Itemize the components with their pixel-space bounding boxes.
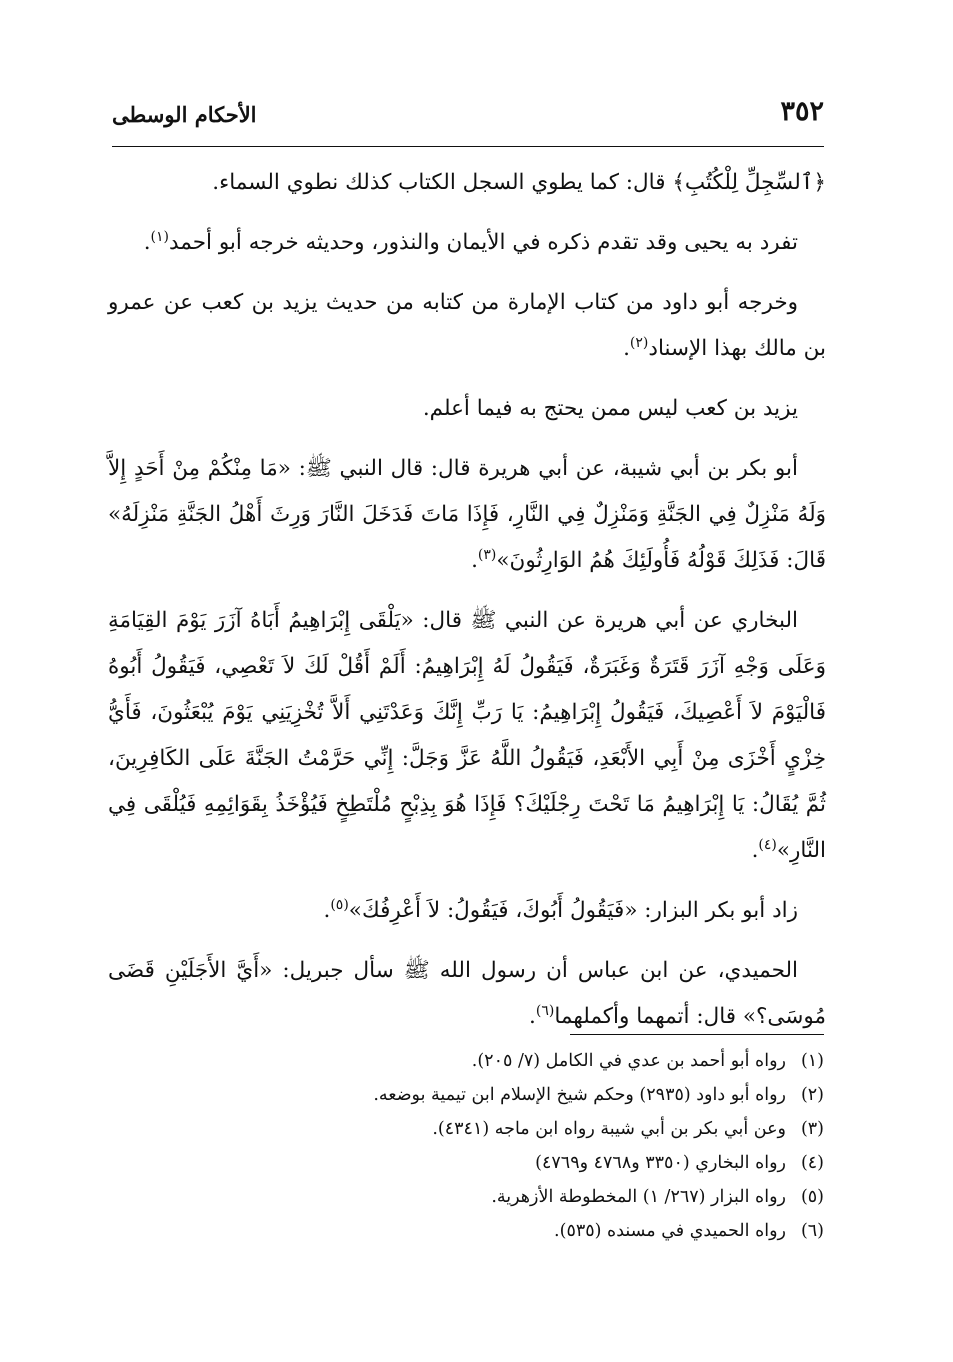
paragraph-text: تفرد به يحيى وقد تقدم ذكره في الأيمان والنذور، وحديثه خرجه أبو أحمد	[169, 230, 798, 255]
page-number: ٣٥٢	[780, 96, 824, 127]
footnote-item	[112, 1078, 824, 1112]
footnote-ref[interactable]: (٣)	[477, 546, 497, 563]
footnote-rule	[570, 1034, 824, 1035]
footnote-ref[interactable]: (٢)	[629, 334, 649, 351]
paragraph-tail: .	[323, 898, 331, 923]
footnote-text: رواه أبو داود (٢٩٣٥) وحكم شيخ الإسلام ابن تيمية بوضعه.	[373, 1085, 786, 1105]
footnotes	[112, 1044, 824, 1248]
paragraph-tail: .	[471, 548, 478, 573]
paragraph-7	[108, 888, 826, 934]
paragraph-2	[108, 220, 826, 266]
page-header	[112, 96, 824, 140]
paragraph-6	[108, 598, 826, 874]
paragraph-text: يزيد بن كعب ليس ممن يحتج به فيما أعلم.	[422, 396, 798, 421]
footnote-text: رواه البخاري (٣٣٥٠ و٤٧٦٨ و٤٧٦٩)	[535, 1153, 786, 1173]
footnote-number: (٥)	[800, 1187, 824, 1207]
paragraph-4	[108, 386, 826, 432]
paragraph-text: الحميدي، عن ابن عباس أن رسول الله ﷺ سأل جبريل: «أَيَّ الأَجَلَيْنِ قَضَى مُوسَى؟» قال: أتمهما وأكملهما	[108, 958, 826, 1029]
footnote-text: وعن أبي بكر بن أبي شيبة رواه ابن ماجه (٤٣٤١).	[432, 1119, 786, 1139]
paragraph-3	[108, 280, 826, 372]
paragraph-8	[108, 948, 826, 1040]
paragraph-tail: .	[143, 230, 151, 255]
paragraph-text: أبو بكر بن أبي شيبة، عن أبي هريرة قال: قال النبي ﷺ: «مَا مِنْكُمْ مِنْ أَحَدٍ إِلاَّ وَلَهُ مَنْزِلٌ فِي الجَنَّةِ وَمَنْزِلٌ فِي النَّارِ، فَإِذَا مَاتَ فَدَخَلَ النَّارَ وَرِثَ أَهْلُ الجَنَّةِ مَنْزِلَهُ» قَالَ: فَذَلِكَ قَوْلُهُ فَأُولَئِكَ هُمُ الوَارِثُونَ»	[108, 456, 826, 573]
quran-verse: ﴿ٱلسِّجِلِّ لِلْكُتُبِ﴾	[672, 170, 826, 195]
footnote-number: (٢)	[800, 1085, 824, 1105]
paragraph-5	[108, 446, 826, 584]
footnote-item	[112, 1146, 824, 1180]
footnote-item	[112, 1180, 824, 1214]
footnote-item	[112, 1044, 824, 1078]
footnote-ref[interactable]: (٦)	[535, 1002, 555, 1019]
paragraph-tail: .	[623, 336, 630, 361]
footnote-item	[112, 1112, 824, 1146]
footnote-number: (٦)	[800, 1221, 824, 1241]
main-text	[108, 160, 826, 1054]
running-title: الأحكام الوسطى	[112, 102, 257, 127]
footnote-text: رواه أبو أحمد بن عدي في الكامل (٧/ ٢٠٥).	[471, 1051, 786, 1071]
footnote-item	[112, 1214, 824, 1248]
paragraph-text: وخرجه أبو داود من كتاب الإمارة من كتابه من حديث يزيد بن كعب عن عمرو بن مالك بهذا الإسناد	[108, 290, 826, 361]
footnote-number: (١)	[800, 1051, 824, 1071]
footnote-number: (٤)	[800, 1153, 824, 1173]
paragraph-tail: .	[529, 1004, 536, 1029]
footnote-text: رواه البزار (٢٦٧/ ١) المخطوطة الأزهرية.	[491, 1187, 786, 1207]
footnote-ref[interactable]: (١)	[150, 228, 170, 245]
paragraph-tail: .	[751, 838, 759, 863]
paragraph-text: البخاري عن أبي هريرة عن النبي ﷺ قال: «يَلْقَى إِبْرَاهِيمُ أَبَاهُ آزَرَ يَوْمَ القِيَامَةِ وَعَلَى وَجْهِ آزَرَ قَتَرَةٌ وَغَبَرَةٌ، فَيَقُولُ لَهُ إِبْرَاهِيمُ: أَلَمْ أَقُلْ لَكَ لاَ تَعْصِي، فَيَقُولُ أَبُوهُ فَالْيَوْمَ لاَ أَعْصِيكَ، فَيَقُولُ إِبْرَاهِيمُ: يَا رَبِّ إِنَّكَ وَعَدْتَنِي أَلاَّ تُخْزِيَنِي يَوْمَ يُبْعَثُونَ، فَأَيُّ خِزْيٍ أَخْزَى مِنْ أَبِي الأَبْعَدِ، فَيَقُولُ اللَّهُ عَزَّ وَجَلَّ: إِنِّي حَرَّمْتُ الجَنَّةَ عَلَى الكَافِرِينَ، ثُمَّ يُقَالُ: يَا إِبْرَاهِيمُ مَا تَحْتَ رِجْلَيْكَ؟ فَإِذَا هُوَ بِذِبْحٍ مُلْتَطِخٍ فَيُؤْخَذُ بِقَوَائِمِهِ فَيُلْقَى فِي النَّارِ»	[108, 608, 826, 863]
footnote-number: (٣)	[800, 1119, 824, 1139]
paragraph-1	[108, 160, 826, 206]
header-rule	[112, 146, 824, 147]
footnote-ref[interactable]: (٥)	[330, 896, 349, 913]
footnote-ref[interactable]: (٤)	[758, 836, 777, 853]
paragraph-text: زاد أبو بكر البزار: «فَيَقُولُ أَبُوكَ، فَيَقُولُ: لاَ أَعْرِفُكَ»	[348, 898, 798, 923]
footnote-text: رواه الحميدي في مسنده (٥٣٥).	[554, 1221, 786, 1241]
paragraph-text: قال: كما يطوي السجل الكتاب كذلك نطوي السماء.	[212, 170, 673, 195]
